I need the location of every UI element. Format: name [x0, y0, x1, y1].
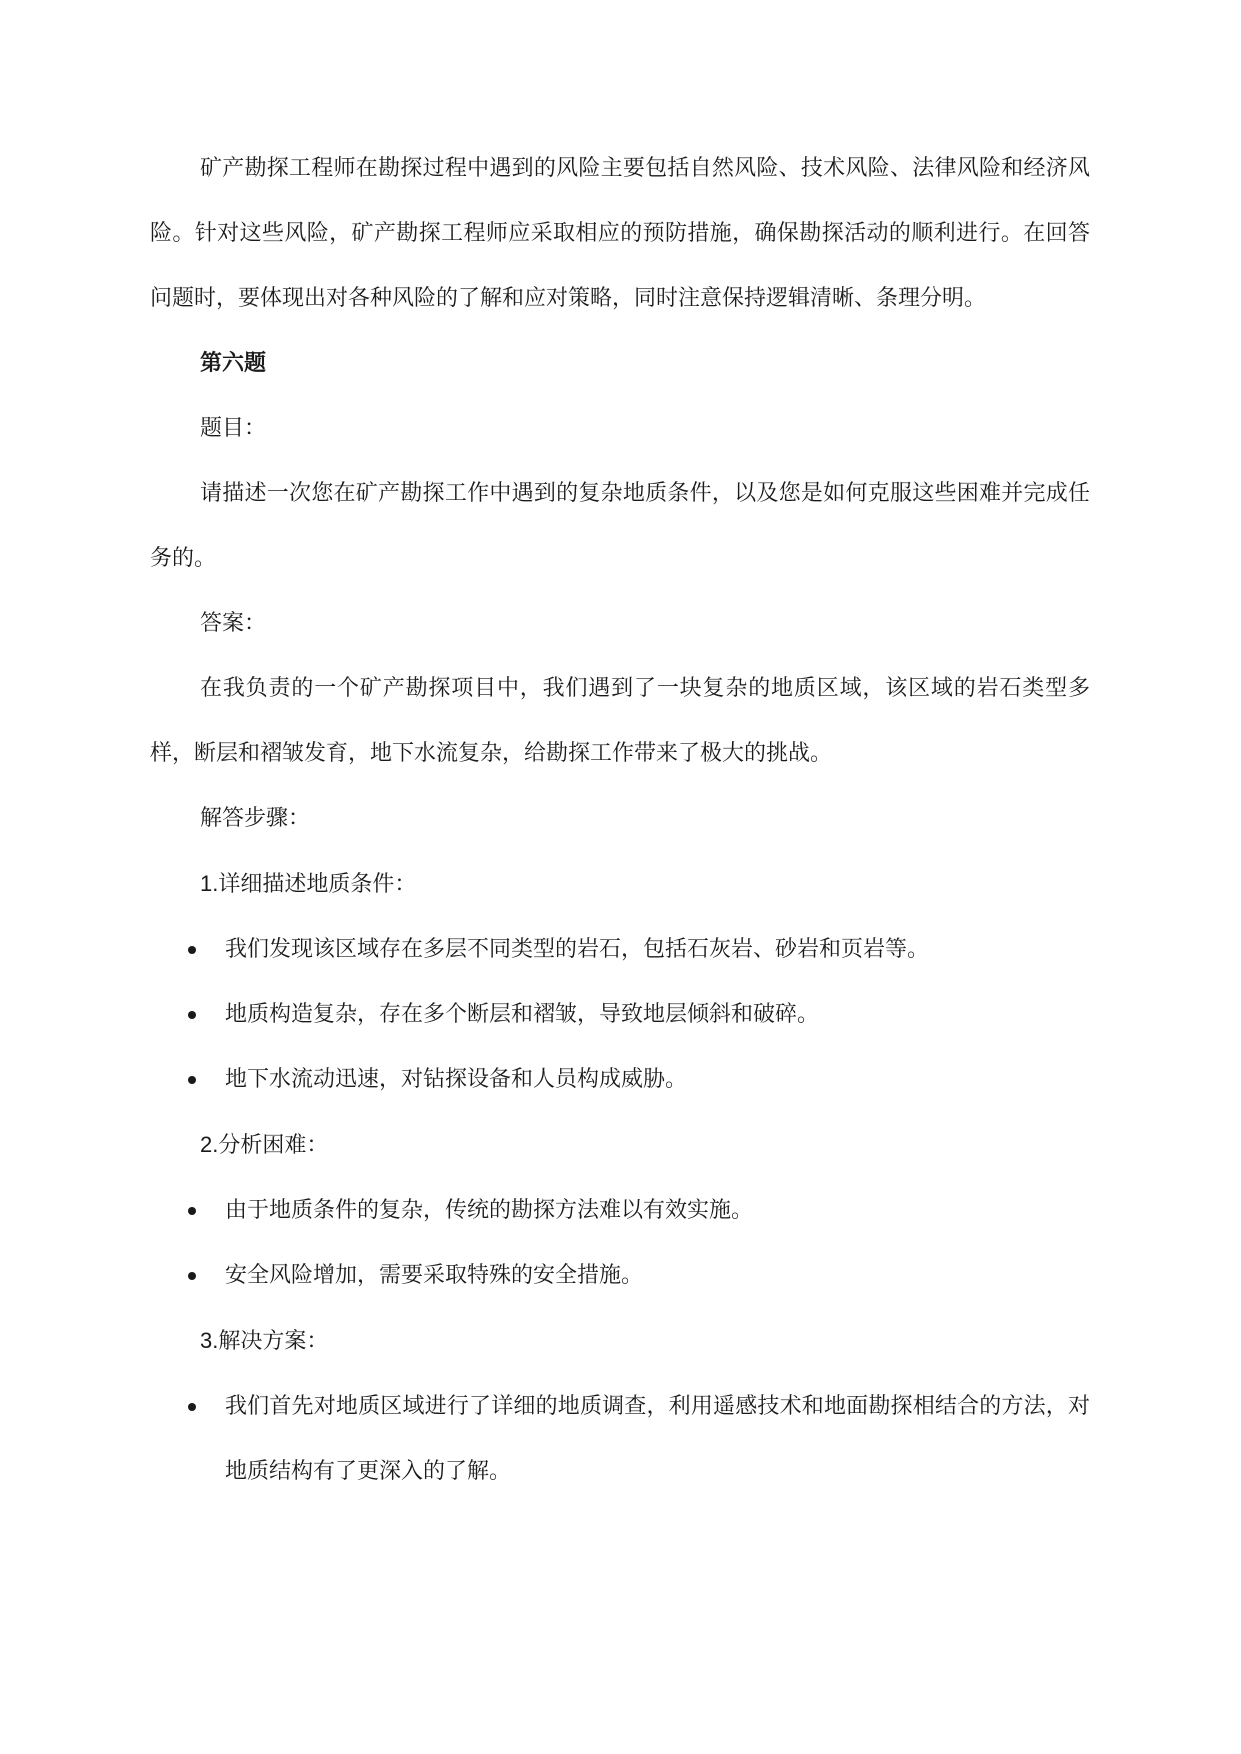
- list-item-text: 由于地质条件的复杂，传统的勘探方法难以有效实施。: [225, 1198, 754, 1223]
- list-item-text: 安全风险增加，需要采取特殊的安全措施。: [225, 1263, 644, 1288]
- answer-label: 答案：: [200, 611, 267, 636]
- bullet-dot-icon: [188, 946, 196, 954]
- question-text: 请描述一次您在矿产勘探工作中遇到的复杂地质条件，以及您是如何克服这些困难并完成任务的。: [150, 481, 1090, 571]
- step-title: 解决方案：: [218, 1329, 329, 1354]
- list-item: [150, 1243, 1090, 1308]
- bullet-dot-icon: [188, 1011, 196, 1019]
- question-label: 题目：: [200, 416, 267, 441]
- list-item-text: 我们首先对地质区域进行了详细的地质调查，利用遥感技术和地面勘探相结合的方法，对地质结构有了更深入的了解。: [225, 1394, 1090, 1484]
- answer-text: 在我负责的一个矿产勘探项目中，我们遇到了一块复杂的地质区域，该区域的岩石类型多样，断层和褶皱发育，地下水流复杂，给勘探工作带来了极大的挑战。: [150, 676, 1090, 766]
- list-item: [150, 917, 1090, 982]
- list-item: [150, 1178, 1090, 1243]
- step-2-bullets: [150, 1178, 1090, 1308]
- step-number: 1.: [200, 871, 219, 896]
- list-item: [150, 1047, 1090, 1112]
- intro-paragraph: 矿产勘探工程师在勘探过程中遇到的风险主要包括自然风险、技术风险、法律风险和经济风险。针对这些风险，矿产勘探工程师应采取相应的预防措施，确保勘探活动的顺利进行。在回答问题时，要体现出对各种风险的了解和应对策略，同时注意保持逻辑清晰、条理分明。: [150, 156, 1090, 311]
- step-number: 2.: [200, 1132, 219, 1157]
- list-item-text: 地下水流动迅速，对钻探设备和人员构成威胁。: [225, 1067, 688, 1092]
- list-item-text: 地质构造复杂，存在多个断层和褶皱，导致地层倾斜和破碎。: [225, 1002, 820, 1027]
- list-item: [150, 982, 1090, 1047]
- bullet-dot-icon: [188, 1403, 196, 1411]
- bullet-dot-icon: [188, 1207, 196, 1215]
- step-3-title: [150, 1308, 1090, 1374]
- steps-label: 解答步骤：: [200, 806, 311, 831]
- step-1-title: [150, 851, 1090, 917]
- bullet-dot-icon: [188, 1272, 196, 1280]
- list-item-text: 我们发现该区域存在多层不同类型的岩石，包括石灰岩、砂岩和页岩等。: [225, 937, 930, 962]
- step-3-bullets: [150, 1374, 1090, 1504]
- bullet-dot-icon: [188, 1076, 196, 1084]
- list-item: [150, 1374, 1090, 1504]
- step-title: 详细描述地质条件：: [218, 872, 417, 897]
- document-page: [150, 136, 1090, 1504]
- step-title: 分析困难：: [218, 1133, 329, 1158]
- step-1-bullets: [150, 917, 1090, 1112]
- section-heading: 第六题: [200, 350, 267, 376]
- step-2-title: [150, 1112, 1090, 1178]
- step-number: 3.: [200, 1328, 219, 1353]
